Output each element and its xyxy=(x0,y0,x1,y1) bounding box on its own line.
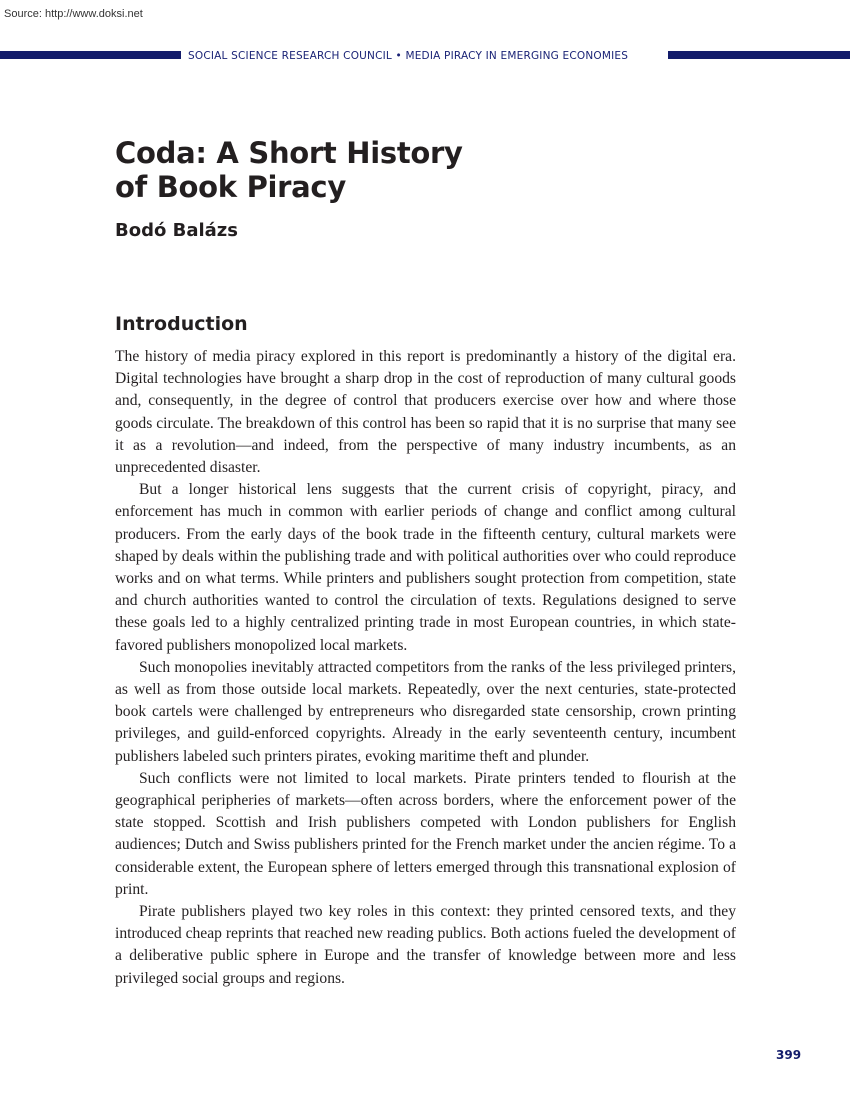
article-title-line-2: of Book Piracy xyxy=(115,170,346,204)
header-band-right xyxy=(668,51,850,59)
page-number: 399 xyxy=(776,1048,802,1062)
running-title: SOCIAL SCIENCE RESEARCH COUNCIL • MEDIA PIRACY IN EMERGING ECONOMIES xyxy=(188,50,629,62)
paragraph: But a longer historical lens suggests that the current crisis of copyright, piracy, and enforcement has much in common with earlier periods of change and conflict among cultural producers. From the early days of the book trade in the fifteenth century, cultural markets were shaped by deals within the publishing trade and with political authorities over who could reproduce works and on what terms. While printers and publishers sought protection from competition, state and church authorities wanted to control the circulation of texts. Regulations designed to serve these goals led to a highly centralized printing trade in most European countries, in which state-favored publishers monopolized local markets. xyxy=(115,481,736,654)
article-title xyxy=(115,136,463,204)
article-title-line-1: Coda: A Short History xyxy=(115,136,463,170)
paragraph: Such conflicts were not limited to local markets. Pirate printers tended to flourish at the geographical peripheries of markets—often across borders, where the enforcement power of the state stopped. Scottish and Irish publishers competed with London publishers for English audiences; Dutch and Swiss publishers printed for the French market under the ancien régime. To a considerable extent, the European sphere of letters emerged through this transnational explosion of print. xyxy=(115,769,736,898)
running-header xyxy=(0,48,850,64)
paragraph: Such monopolies inevitably attracted competitors from the ranks of the less privileged printers, as well as from those outside local markets. Repeatedly, over the next centuries, state-protected book cartels were challenged by entrepreneurs who disregarded state censorship, crown printing privileges, and guild-enforced copyrights. Already in the early seventeenth century, incumbent publishers labeled such printers pirates, evoking maritime theft and plunder. xyxy=(115,658,736,765)
header-band-left xyxy=(0,51,181,59)
body-text xyxy=(115,346,736,990)
paragraph: The history of media piracy explored in this report is predominantly a history of the digital era. Digital technologies have brought a sharp drop in the cost of reproduction of many cultural goods and, consequently, in the degree of control that producers exercise over how and where those goods circulate. The breakdown of this control has been so rapid that it is no surprise that many see it as a revolution—and indeed, from the perspective of many industry incumbents, as an unprecedented disaster. xyxy=(115,348,736,477)
section-heading: Introduction xyxy=(115,313,248,335)
article-author: Bodó Balázs xyxy=(115,220,238,241)
paragraph: Pirate publishers played two key roles in this context: they printed censored texts, and they introduced cheap reprints that reached new reading publics. Both actions fueled the development of a deliberative public sphere in Europe and the transfer of knowledge between more and less privileged social groups and regions. xyxy=(115,903,736,987)
source-note: Source: http://www.doksi.net xyxy=(4,8,143,20)
